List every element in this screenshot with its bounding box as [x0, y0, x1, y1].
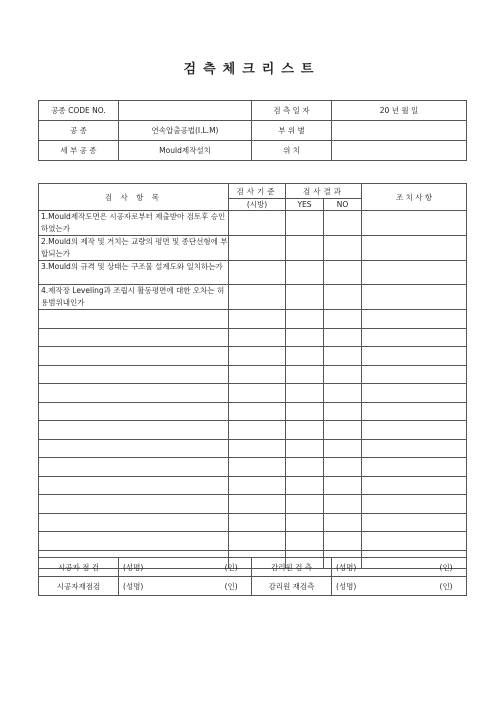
empty-cell[interactable]	[39, 458, 229, 477]
action-cell[interactable]	[362, 285, 467, 310]
code-field[interactable]	[119, 101, 252, 121]
no-cell[interactable]	[324, 285, 362, 310]
date-field[interactable]: 20 년 월 일	[332, 101, 467, 121]
empty-cell[interactable]	[39, 421, 229, 440]
no-cell[interactable]	[324, 211, 362, 236]
seal-label: (인)	[439, 581, 453, 591]
empty-cell[interactable]	[324, 365, 362, 384]
empty-cell[interactable]	[324, 476, 362, 495]
check-item: 1.Mould제작도면은 시공자로부터 제출받아 검토후 승인하였는가	[39, 211, 229, 236]
empty-cell[interactable]	[39, 402, 229, 421]
empty-row	[39, 347, 467, 366]
empty-cell[interactable]	[229, 402, 286, 421]
no-header: NO	[324, 199, 362, 211]
empty-cell[interactable]	[324, 532, 362, 551]
seal-label: (인)	[439, 562, 453, 572]
empty-cell[interactable]	[362, 384, 467, 403]
empty-row	[39, 513, 467, 532]
empty-row	[39, 310, 467, 329]
empty-row	[39, 384, 467, 403]
empty-cell[interactable]	[362, 439, 467, 458]
empty-cell[interactable]	[362, 513, 467, 532]
empty-row	[39, 476, 467, 495]
criteria-cell[interactable]	[229, 285, 286, 310]
empty-cell[interactable]	[286, 495, 324, 514]
supervisor-check-sign-field[interactable]	[332, 558, 467, 577]
empty-cell[interactable]	[286, 347, 324, 366]
page-title: 검측체크리스트	[183, 62, 321, 77]
contractor-check-sign-field[interactable]	[119, 558, 252, 577]
criteria-cell[interactable]	[229, 261, 286, 285]
checklist-row	[39, 261, 467, 285]
empty-cell[interactable]	[286, 384, 324, 403]
empty-cell[interactable]	[229, 384, 286, 403]
work-type-field[interactable]: 연속압출공법(I.L.M)	[119, 121, 252, 141]
name-label: (성명)	[123, 581, 144, 591]
empty-cell[interactable]	[229, 495, 286, 514]
empty-cell[interactable]	[229, 421, 286, 440]
empty-row	[39, 365, 467, 384]
empty-cell[interactable]	[39, 495, 229, 514]
empty-cell[interactable]	[39, 310, 229, 329]
criteria-subheader: (시방)	[229, 199, 286, 211]
name-label: (성명)	[336, 562, 357, 572]
empty-cell[interactable]	[324, 439, 362, 458]
empty-cell[interactable]	[39, 476, 229, 495]
empty-cell[interactable]	[362, 310, 467, 329]
empty-cell[interactable]	[286, 421, 324, 440]
empty-cell[interactable]	[324, 495, 362, 514]
criteria-cell[interactable]	[229, 236, 286, 261]
detail-label: 세 부 공 종	[39, 141, 119, 161]
empty-cell[interactable]	[229, 310, 286, 329]
empty-cell[interactable]	[229, 347, 286, 366]
empty-cell[interactable]	[286, 402, 324, 421]
result-header: 검사결과	[286, 184, 362, 199]
empty-cell[interactable]	[286, 513, 324, 532]
work-type-label: 공 종	[39, 121, 119, 141]
empty-cell[interactable]	[229, 532, 286, 551]
empty-cell[interactable]	[286, 310, 324, 329]
empty-row	[39, 458, 467, 477]
empty-cell[interactable]	[362, 365, 467, 384]
empty-cell[interactable]	[362, 421, 467, 440]
checklist-table	[38, 183, 467, 569]
signature-table	[38, 557, 467, 596]
info-table	[38, 100, 467, 161]
code-label: 공종 CODE NO.	[39, 101, 119, 121]
check-item: 2.Mould의 제작 및 거치는 교량의 평면 및 종단선형에 부합되는가	[39, 236, 229, 261]
location-label: 위 치	[252, 141, 332, 161]
criteria-header: 검사기준	[229, 184, 286, 199]
empty-cell[interactable]	[362, 347, 467, 366]
empty-cell[interactable]	[324, 310, 362, 329]
empty-cell[interactable]	[324, 347, 362, 366]
empty-cell[interactable]	[324, 328, 362, 347]
empty-cell[interactable]	[362, 532, 467, 551]
checklist-row	[39, 285, 467, 310]
action-header: 조 치 사 항	[362, 184, 467, 211]
empty-cell[interactable]	[286, 365, 324, 384]
check-item: 3.Mould의 규격 및 상태는 구조물 설계도와 일치하는가	[39, 261, 229, 285]
empty-row	[39, 421, 467, 440]
contractor-check-label: 시공자 점 검	[39, 558, 119, 577]
empty-cell[interactable]	[324, 384, 362, 403]
empty-cell[interactable]	[39, 384, 229, 403]
seal-label: (인)	[224, 581, 238, 591]
location-field[interactable]	[332, 141, 467, 161]
contractor-self-sign-field[interactable]	[119, 577, 252, 596]
empty-cell[interactable]	[39, 347, 229, 366]
detail-field[interactable]: Mould제작설치	[119, 141, 252, 161]
empty-row	[39, 402, 467, 421]
no-cell[interactable]	[324, 261, 362, 285]
empty-cell[interactable]	[229, 513, 286, 532]
action-cell[interactable]	[362, 236, 467, 261]
empty-cell[interactable]	[286, 532, 324, 551]
seal-label: (인)	[224, 562, 238, 572]
empty-cell[interactable]	[286, 328, 324, 347]
empty-cell[interactable]	[362, 476, 467, 495]
part-label: 부 위 별	[252, 121, 332, 141]
empty-cell[interactable]	[39, 439, 229, 458]
supervisor-check-label: 감리원 검 측	[252, 558, 332, 577]
empty-cell[interactable]	[286, 476, 324, 495]
empty-cell[interactable]	[362, 495, 467, 514]
part-field[interactable]	[332, 121, 467, 141]
empty-cell[interactable]	[39, 513, 229, 532]
empty-row	[39, 532, 467, 551]
empty-cell[interactable]	[229, 365, 286, 384]
supervisor-recheck-label: 감리원 재검측	[252, 577, 332, 596]
yes-cell[interactable]	[286, 261, 324, 285]
empty-cell[interactable]	[39, 365, 229, 384]
empty-cell[interactable]	[229, 458, 286, 477]
action-cell[interactable]	[362, 211, 467, 236]
empty-cell[interactable]	[362, 328, 467, 347]
yes-cell[interactable]	[286, 285, 324, 310]
criteria-cell[interactable]	[229, 211, 286, 236]
name-label: (성명)	[123, 562, 144, 572]
empty-cell[interactable]	[39, 532, 229, 551]
yes-header: YES	[286, 199, 324, 211]
empty-cell[interactable]	[39, 328, 229, 347]
empty-cell[interactable]	[229, 439, 286, 458]
check-item: 4.제작장 Leveling과 조립시 활동평면에 대한 오차는 허용범위내인가	[39, 285, 229, 310]
empty-cell[interactable]	[286, 458, 324, 477]
empty-row	[39, 439, 467, 458]
action-cell[interactable]	[362, 261, 467, 285]
empty-row	[39, 495, 467, 514]
no-cell[interactable]	[324, 236, 362, 261]
empty-cell[interactable]	[362, 402, 467, 421]
yes-cell[interactable]	[286, 236, 324, 261]
supervisor-recheck-sign-field[interactable]	[332, 577, 467, 596]
name-label: (성명)	[336, 581, 357, 591]
empty-cell[interactable]	[324, 458, 362, 477]
empty-cell[interactable]	[324, 402, 362, 421]
empty-cell[interactable]	[324, 513, 362, 532]
empty-cell[interactable]	[324, 421, 362, 440]
empty-cell[interactable]	[229, 328, 286, 347]
empty-cell[interactable]	[286, 439, 324, 458]
contractor-self-label: 시공자재점검	[39, 577, 119, 596]
items-header: 검 사 항 목	[39, 184, 229, 211]
empty-row	[39, 328, 467, 347]
checklist-row	[39, 211, 467, 236]
date-label: 검 측 일 자	[252, 101, 332, 121]
checklist-row	[39, 236, 467, 261]
empty-cell[interactable]	[362, 458, 467, 477]
yes-cell[interactable]	[286, 211, 324, 236]
empty-cell[interactable]	[229, 476, 286, 495]
